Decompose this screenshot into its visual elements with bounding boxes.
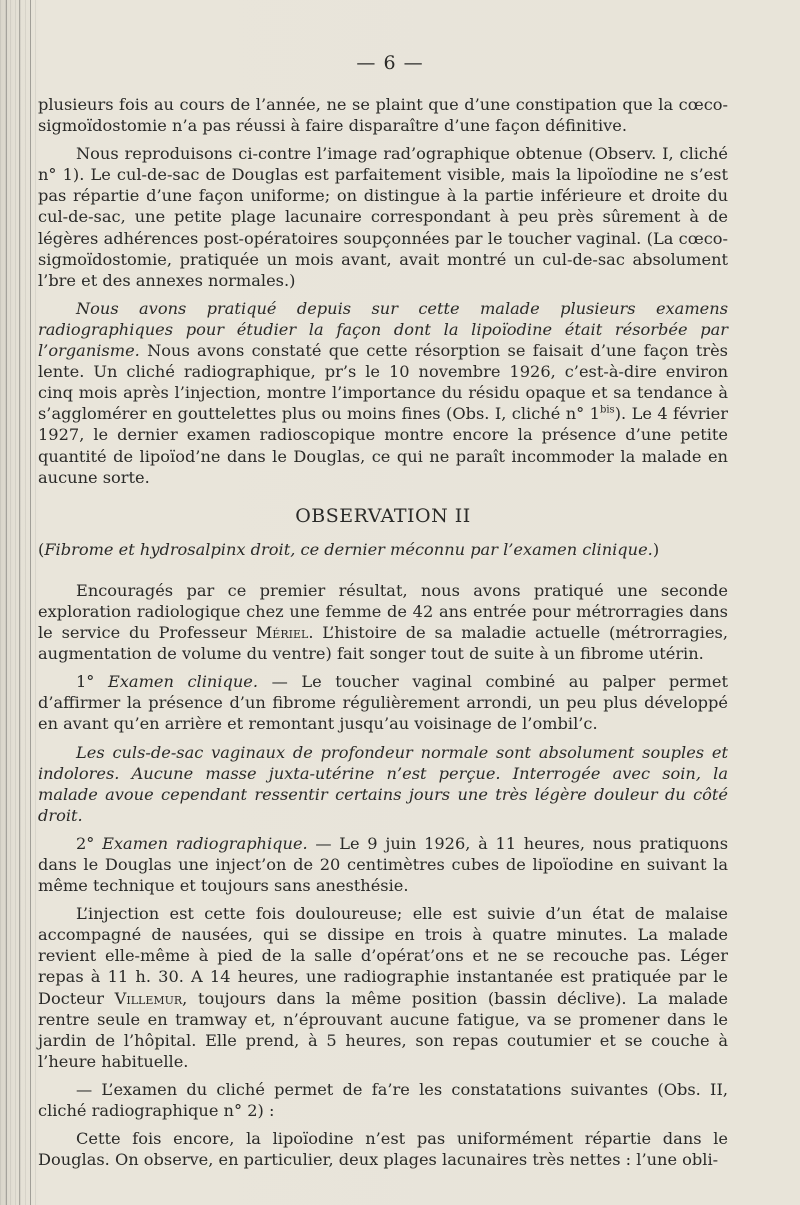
page-number: — 6 — bbox=[356, 52, 424, 74]
italic-text: Fibrome et hydrosalpinx droit, ce dernier méconnu par l’examen clinique. bbox=[44, 539, 653, 559]
paragraph bbox=[38, 671, 728, 734]
paragraph: Cette fois encore, la lipoïodine n’est pas uniformément répartie dans le Douglas. On observe, en particulier, deux plages lacunaires très nettes : l’une obli- bbox=[38, 1129, 728, 1170]
paragraph-text: ). Le 4 février 1927, le dernier examen radioscopique montre encore la présence d’une petite quantité de lipoïod’ne dans le Douglas, ce qui ne paraît incommoder la malade en aucune sorte. bbox=[38, 404, 728, 487]
body-text bbox=[38, 94, 728, 1177]
item-number: 2° bbox=[76, 833, 103, 853]
paragraph: Les culs-de-sac vaginaux de profondeur normale sont absolument souples et indolores. Aucune masse juxta-utérine n’est perçue. Interrogée avec soin, la malade avoue cependant ressentir certains jours une très légère douleur du côté droit. bbox=[38, 742, 728, 825]
paragraph: Nous reproduisons ci-contre l’image rad’ographique obtenue (Observ. I, cliché n° 1). Le cul-de-sac de Douglas est parfaitement visible, mais la lipoïodine ne s’est pas répartie d’une façon uniforme; on distingue à la partie inférieure et droite du cul-de-sac, une petite plage lacunaire correspondant à peu près sûrement à de légères adhérences post-opératoires soupçonnées par le toucher vaginal. (La cœco-sigmoïdostomie, pratiquée un mois avant, avait montré un cul-de-sac absolument l’bre et des annexes normales.) bbox=[38, 144, 728, 290]
paragraph: — L’examen du cliché permet de fa’re les constatations suivantes (Obs. II, cliché radiographique n° 2) : bbox=[38, 1079, 728, 1121]
paragraph-text: L’injection est cette fois douloureuse; elle est suivie d’un état de malaise accompagné de nausées, qui se dissipe en trois à quatre minutes. La malade revient elle-même à pied de la salle d’opérat’ons et ne se recouche pas. Léger repas à 11 h. 30. A 14 heures, une radiographie instantanée est pratiquée par le Docteur bbox=[38, 904, 728, 1008]
section-subtitle bbox=[38, 539, 728, 560]
paragraph: plusieurs fois au cours de l’année, ne se plaint que d’une constipation que la cœco-sigmoïdostomie n’a pas réussi à faire disparaître d’une façon définitive. bbox=[38, 95, 728, 136]
italic-text: Examen clinique. bbox=[107, 672, 259, 692]
paragraph bbox=[38, 298, 728, 488]
paragraph-text: , toujours dans la même position (bassin déclive). La malade rentre seule en tramway et, n’éprouvant aucune fatigue, va se promener dans le jardin de l’hôpital. Elle prend, à 5 heures, son repas coutumier et se couche à l’heure habituelle. bbox=[38, 988, 728, 1071]
italic-text: Nous avons pratiqué depuis sur cette malade plusieurs examens radiographiques pour étudier la façon dont la lipoïodine était résorbée par l’organisme. bbox=[38, 298, 728, 361]
item-number: 1° bbox=[76, 672, 108, 692]
binding-line bbox=[30, 0, 31, 1205]
paren-close: ) bbox=[652, 539, 660, 559]
paragraph bbox=[38, 903, 728, 1072]
small-caps-name: Mériel bbox=[255, 623, 309, 643]
binding-line bbox=[6, 0, 7, 1205]
small-caps-name: Villemur bbox=[114, 988, 183, 1008]
paren-open: ( bbox=[38, 539, 45, 559]
paragraph-text: Nous avons constaté que cette résorption se faisait d’une façon très lente. Un cliché radiographique, pr’s le 10 novembre 1926, c’est-à-dire environ cinq mois après l’injection, montre l’importance du résidu opaque et sa tendance à s’agglomérer en gouttelettes plus ou moins fines (Obs. I, cliché n° 1 bbox=[38, 341, 728, 424]
paragraph-text: — Le toucher vaginal combiné au palper permet d’affirmer la présence d’un fibrome régulièrement arrondi, un peu plus développé en avant qu’en arrière et remontant jusqu’au voisinage de l’ombil’c. bbox=[38, 672, 728, 734]
paragraph bbox=[38, 580, 728, 664]
paragraph-text: . L’histoire de sa maladie actuelle (métrorragies, augmentation de volume du ventre) fait songer tout de suite à un fibrome utérin. bbox=[38, 623, 728, 664]
binding-line bbox=[19, 0, 20, 1205]
superscript: bis bbox=[599, 404, 615, 416]
paragraph-text: — Le 9 juin 1926, à 11 heures, nous pratiquons dans le Douglas une inject’on de 20 centimètres cubes de lipoïodine en suivant la même technique et toujours sans anesthésie. bbox=[38, 833, 728, 896]
section-heading: OBSERVATION II bbox=[295, 504, 471, 527]
italic-text: Examen radiographique. bbox=[102, 833, 308, 853]
paragraph bbox=[38, 833, 728, 896]
paragraph-text: Encouragés par ce premier résultat, nous avons pratiqué une seconde exploration radiologique chez une femme de 42 ans entrée pour métrorragies dans le service du Professeur bbox=[38, 580, 728, 643]
